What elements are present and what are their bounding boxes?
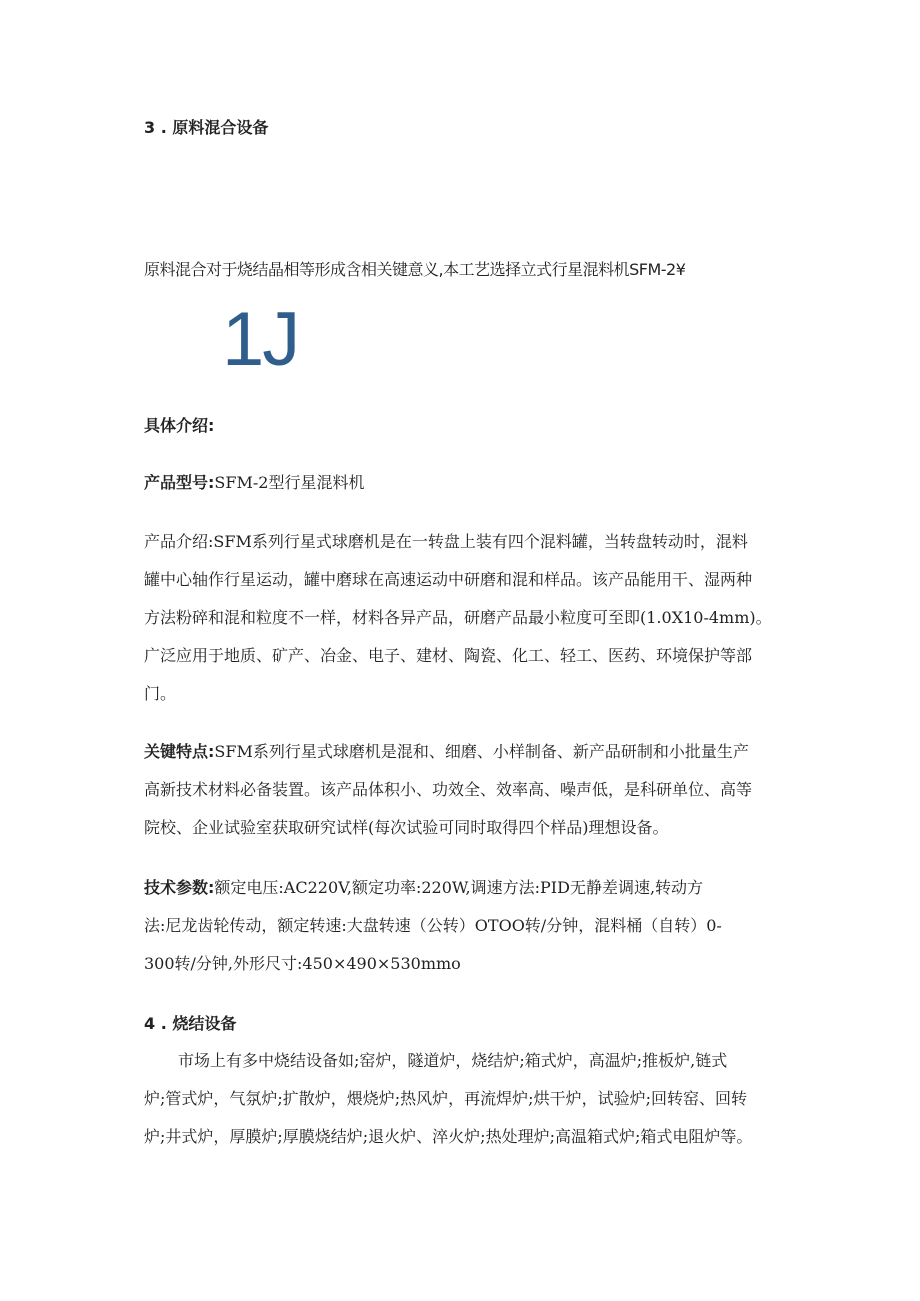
intro-paragraph: 原料混合对于烧结晶相等形成含相关键意义,本工艺选择立式行星混料机SFM-2¥ <box>144 260 686 279</box>
tech-label: 技术参数: <box>144 878 215 897</box>
tech-line <box>144 878 703 898</box>
tech-text: 额定电压:AC220V,额定功率:220W,调速方法:PID无静差调速,转动方 <box>214 878 704 897</box>
model-line <box>144 473 364 493</box>
section3-heading: 3 . 原料混合设备 <box>144 118 269 137</box>
features-line: 院校、企业试验室获取研究试样(每次试验可同时取得四个样品)理想设备。 <box>144 818 669 837</box>
model-label: 产品型号: <box>144 473 215 492</box>
section4-line: 市场上有多中烧结设备如;窑炉，隧道炉，烧结炉;箱式炉，高温炉;推板炉,链式 <box>178 1051 728 1070</box>
figure-text: 1J <box>222 297 299 382</box>
section4-line: 炉;井式炉，厚膜炉;厚膜烧结炉;退火炉、淬火炉;热处理炉;高温箱式炉;箱式电阻炉等。 <box>144 1127 753 1146</box>
features-line: 高新技术材料必备装置。该产品体积小、功效全、效率高、噪声低，是科研单位、高等 <box>144 780 753 799</box>
model-value: SFM-2型行星混料机 <box>214 473 365 492</box>
description-line: 方法粉碎和混和粒度不一样，材料各异产品，研磨产品最小粒度可至即(1.0X10-4mm)。 <box>144 608 772 627</box>
tech-line: 法:尼龙齿轮传动，额定转速:大盘转速（公转）OTOO转/分钟，混料桶（自转）0- <box>144 916 722 935</box>
features-label: 关键特点: <box>144 742 215 761</box>
description-line: 罐中心轴作行星运动，罐中磨球在高速运动中研磨和混和样品。该产品能用干、湿两种 <box>144 570 753 589</box>
description-line: 门。 <box>144 684 177 703</box>
section4-heading: 4 . 烧结设备 <box>144 1014 237 1033</box>
features-text: SFM系列行星式球磨机是混和、细磨、小样制备、新产品研制和小批量生产 <box>214 742 749 761</box>
description-line: 产品介绍:SFM系列行星式球磨机是在一转盘上装有四个混料罐，当转盘转动时，混料 <box>144 532 748 551</box>
features-line <box>144 742 749 762</box>
section4-line: 炉;管式炉，气氛炉;扩散炉，煨烧炉;热风炉，再流焊炉;烘干炉，试验炉;回转窑、回转 <box>144 1089 747 1108</box>
description-line: 广泛应用于地质、矿产、冶金、电子、建材、陶瓷、化工、轻工、医药、环境保护等部 <box>144 646 753 665</box>
tech-line: 300转/分钟,外形尺寸:450×490×530mmo <box>144 954 461 973</box>
detail-heading: 具体介绍: <box>144 416 215 435</box>
